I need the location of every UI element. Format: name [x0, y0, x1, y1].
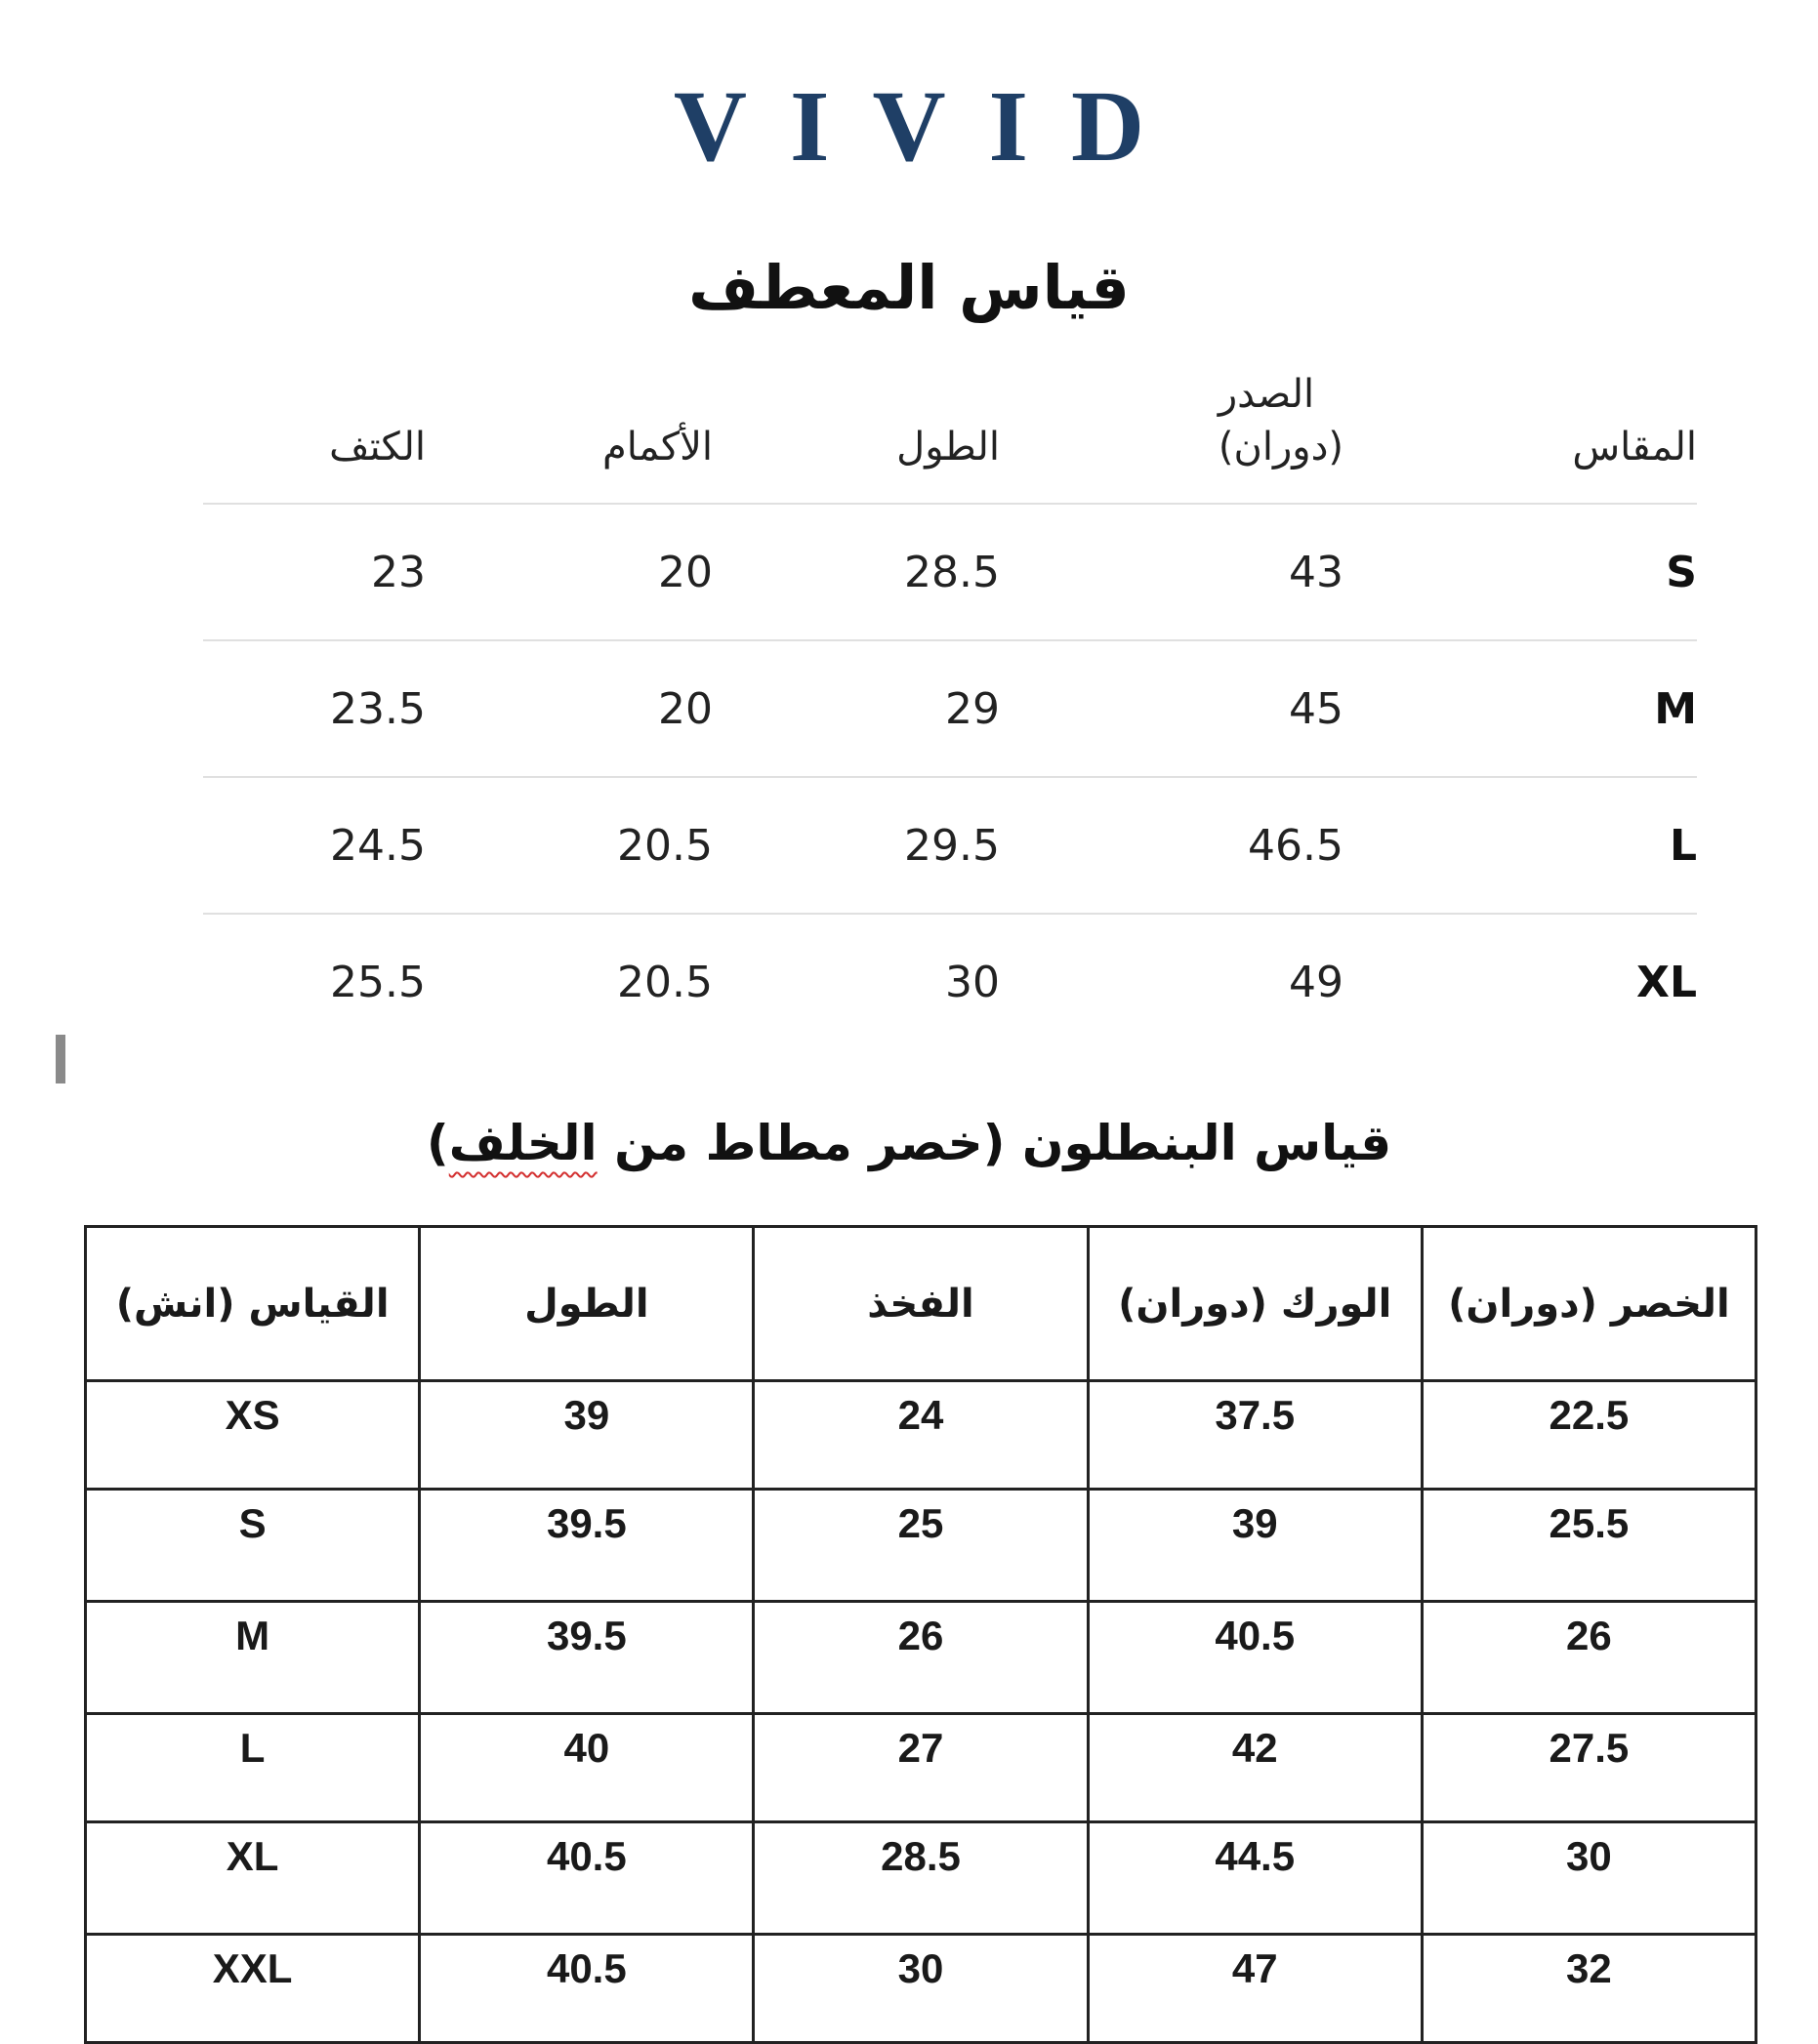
header-sleeves: الأكمام: [601, 425, 713, 470]
text-cursor-mark: [56, 1035, 65, 1083]
header-size: المقاس: [1572, 425, 1697, 470]
waist-cell: 30: [1422, 1822, 1756, 1935]
coat-size-title: قياس المعطف: [688, 252, 1130, 323]
header-length: الطول: [420, 1227, 754, 1381]
size-cell: M: [1654, 684, 1697, 734]
table-row: [203, 778, 1697, 915]
waist-cell: 26: [1422, 1602, 1756, 1714]
hip-cell: 39: [1088, 1490, 1422, 1602]
size-cell: S: [1666, 548, 1697, 597]
length-cell: 30: [945, 958, 1000, 1007]
table-row: [203, 505, 1697, 641]
thigh-cell: 27: [754, 1714, 1088, 1822]
pants-table-header: [86, 1227, 1756, 1381]
length-cell: 28.5: [904, 548, 1000, 597]
thigh-cell: 28.5: [754, 1822, 1088, 1935]
size-cell: M: [86, 1602, 420, 1714]
hip-cell: 42: [1088, 1714, 1422, 1822]
sleeves-cell: 20: [658, 548, 713, 597]
table-row: [86, 1822, 1756, 1935]
size-cell: L: [1669, 821, 1697, 871]
pants-size-title: [0, 1115, 1818, 1171]
length-cell: 39: [420, 1381, 754, 1490]
shoulder-cell: 25.5: [330, 958, 426, 1007]
sleeves-cell: 20.5: [617, 958, 713, 1007]
header-hip: الورك (دوران): [1088, 1227, 1422, 1381]
size-cell: XS: [86, 1381, 420, 1490]
header-length: الطول: [896, 425, 1000, 470]
chest-cell: 46.5: [1248, 821, 1343, 871]
length-cell: 29: [945, 684, 1000, 734]
waist-cell: 25.5: [1422, 1490, 1756, 1602]
pants-title-part1: قياس البنطلون (خصر مطاط من: [597, 1115, 1392, 1171]
brand-logo: VIVID: [673, 70, 1188, 183]
pants-title-part2: ): [426, 1115, 449, 1171]
header-shoulder: الكتف: [329, 425, 426, 470]
waist-cell: 27.5: [1422, 1714, 1756, 1822]
table-row: [86, 1714, 1756, 1822]
table-row: [203, 915, 1697, 1049]
size-cell: S: [86, 1490, 420, 1602]
shoulder-cell: 23.5: [330, 684, 426, 734]
coat-table-header: [203, 351, 1697, 505]
table-row: [86, 1602, 1756, 1714]
table-row: [86, 1490, 1756, 1602]
shoulder-cell: 24.5: [330, 821, 426, 871]
header-waist: الخصر (دوران): [1422, 1227, 1756, 1381]
header-thigh: الفخذ: [754, 1227, 1088, 1381]
length-cell: 40: [420, 1714, 754, 1822]
table-row: [86, 1381, 1756, 1490]
shoulder-cell: 23: [371, 548, 426, 597]
size-cell: XL: [86, 1822, 420, 1935]
coat-size-table: [203, 351, 1697, 1049]
hip-cell: 44.5: [1088, 1822, 1422, 1935]
header-chest: [1219, 368, 1343, 473]
length-cell: 39.5: [420, 1490, 754, 1602]
thigh-cell: 26: [754, 1602, 1088, 1714]
hip-cell: 37.5: [1088, 1381, 1422, 1490]
size-cell: XL: [1636, 958, 1697, 1007]
sleeves-cell: 20: [658, 684, 713, 734]
header-size: القياس (انش): [86, 1227, 420, 1381]
header-chest-line2: (دوران): [1218, 425, 1343, 470]
header-chest-line1: الصدر: [1218, 372, 1315, 417]
table-row: [86, 1935, 1756, 2043]
hip-cell: 40.5: [1088, 1602, 1422, 1714]
hip-cell: 47: [1088, 1935, 1422, 2043]
thigh-cell: 30: [754, 1935, 1088, 2043]
chest-cell: 43: [1289, 548, 1343, 597]
table-row: [203, 641, 1697, 778]
thigh-cell: 24: [754, 1381, 1088, 1490]
length-cell: 29.5: [904, 821, 1000, 871]
waist-cell: 32: [1422, 1935, 1756, 2043]
length-cell: 40.5: [420, 1822, 754, 1935]
length-cell: 39.5: [420, 1602, 754, 1714]
length-cell: 40.5: [420, 1935, 754, 2043]
thigh-cell: 25: [754, 1490, 1088, 1602]
sleeves-cell: 20.5: [617, 821, 713, 871]
chest-cell: 45: [1289, 684, 1343, 734]
size-cell: XXL: [86, 1935, 420, 2043]
chest-cell: 49: [1289, 958, 1343, 1007]
pants-size-table: [84, 1225, 1757, 2044]
waist-cell: 22.5: [1422, 1381, 1756, 1490]
size-cell: L: [86, 1714, 420, 1822]
pants-title-underlined: الخلف: [448, 1115, 598, 1171]
